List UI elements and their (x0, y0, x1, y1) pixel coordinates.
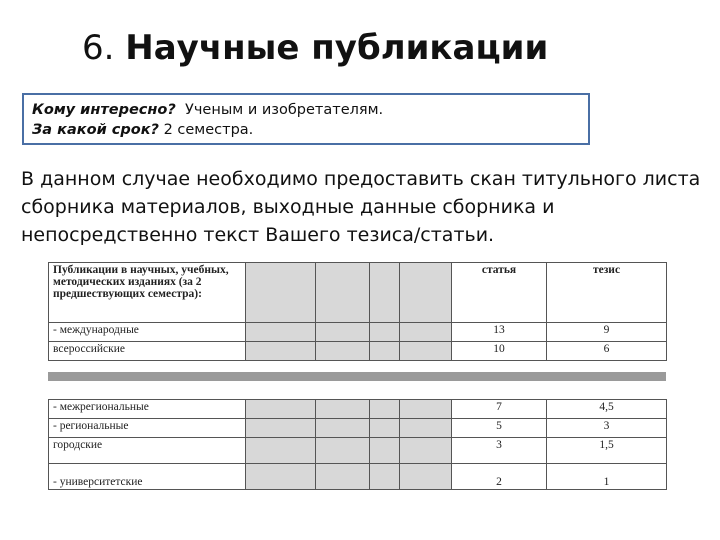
table-row (49, 464, 667, 490)
gray-cell (400, 438, 452, 464)
gray-cell (370, 263, 400, 323)
table-row (49, 400, 667, 419)
gray-cell (400, 263, 452, 323)
table-row (49, 323, 667, 342)
gray-cell (316, 464, 370, 490)
info-box (22, 93, 590, 145)
gray-cell (370, 419, 400, 438)
gray-cell (316, 438, 370, 464)
row-thesis: 9 (547, 323, 667, 342)
row-thesis: 6 (547, 342, 667, 361)
title-number: 6. (82, 28, 115, 68)
gray-cell (400, 400, 452, 419)
row-label: - региональные (49, 419, 246, 438)
row-article: 13 (452, 323, 547, 342)
gray-cell (316, 263, 370, 323)
row-label: городские (49, 438, 246, 464)
body-paragraph: В данном случае необходимо предоставить скан титульного листа сборника материалов, выходные данные сборника и непосредственно текст Вашего тезиса/статьи. (21, 168, 701, 246)
row-article: 10 (452, 342, 547, 361)
row-thesis: 1,5 (547, 438, 667, 464)
header-article-cell: статья (452, 263, 547, 323)
info-answer-1: Ученым и изобретателям. (185, 102, 384, 118)
scan-cut-strip (48, 372, 666, 381)
gray-cell (316, 323, 370, 342)
row-thesis: 3 (547, 419, 667, 438)
info-answer-2: 2 семестра. (163, 122, 254, 138)
gray-cell (400, 342, 452, 361)
table-scan-bottom (48, 399, 667, 490)
table-row (49, 438, 667, 464)
gray-cell (316, 400, 370, 419)
gray-cell (316, 342, 370, 361)
gray-cell (370, 400, 400, 419)
gray-cell (316, 419, 370, 438)
gray-cell (246, 263, 316, 323)
row-label: всероссийские (49, 342, 246, 361)
table-row (49, 342, 667, 361)
info-line-2 (32, 120, 580, 140)
publications-table-bottom (48, 399, 667, 490)
gray-cell (246, 438, 316, 464)
gray-cell (246, 323, 316, 342)
info-line-1 (32, 100, 580, 120)
row-label: - международные (49, 323, 246, 342)
row-thesis: 4,5 (547, 400, 667, 419)
row-label: - университетские (49, 464, 246, 490)
gray-cell (400, 419, 452, 438)
gray-cell (370, 323, 400, 342)
slide-title (82, 26, 548, 70)
row-article: 3 (452, 438, 547, 464)
gray-cell (400, 464, 452, 490)
table-row (49, 419, 667, 438)
info-question-1: Кому интересно? (32, 102, 176, 118)
gray-cell (246, 419, 316, 438)
gray-cell (400, 323, 452, 342)
gray-cell (246, 342, 316, 361)
row-label: - межрегиональные (49, 400, 246, 419)
info-question-2: За какой срок? (32, 122, 159, 138)
table-scan-top (48, 262, 667, 361)
publications-table-top (48, 262, 667, 361)
header-label-cell: Публикации в научных, учебных, методических изданиях (за 2 предшествующих семестра): (49, 263, 246, 323)
row-thesis: 1 (547, 464, 667, 490)
gray-cell (370, 438, 400, 464)
title-text: Научные публикации (125, 28, 549, 68)
gray-cell (246, 464, 316, 490)
header-thesis-cell: тезис (547, 263, 667, 323)
gray-cell (370, 342, 400, 361)
row-article: 5 (452, 419, 547, 438)
row-article: 7 (452, 400, 547, 419)
table-header-row (49, 263, 667, 323)
row-article: 2 (452, 464, 547, 490)
gray-cell (370, 464, 400, 490)
gray-cell (246, 400, 316, 419)
